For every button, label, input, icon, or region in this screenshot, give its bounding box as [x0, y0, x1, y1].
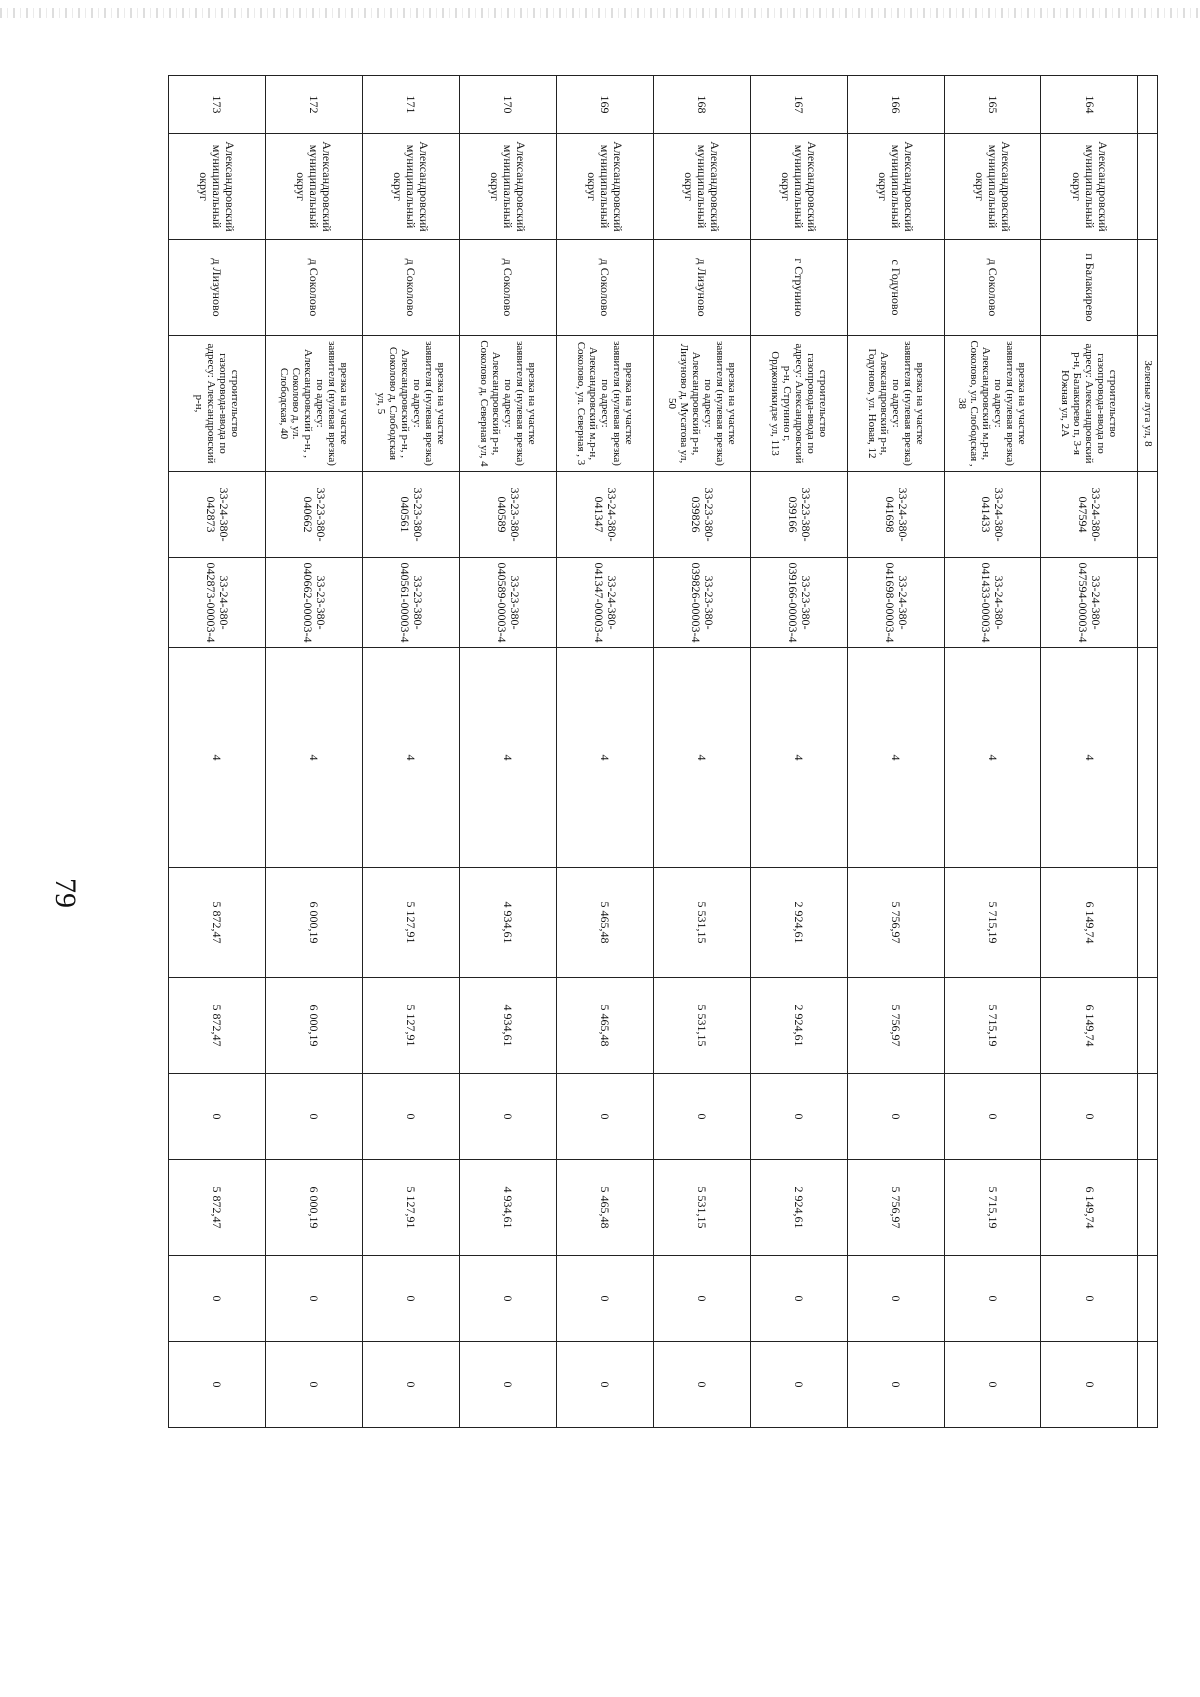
amount-cell-4: 5 531,15: [653, 1160, 750, 1256]
amount-cell-5: 0: [169, 1256, 266, 1342]
amount-cell-2: 5 715,19: [944, 978, 1041, 1074]
locality-cell: д Соколово: [556, 240, 653, 336]
address-description-cell: врезка на участке заявителя (нулевая врезка) по адресу: Александровский р-н, Годуново, ул. Новая, 12: [847, 336, 944, 472]
object-id-cell: 33-23-380-039826-00003-4: [653, 558, 750, 648]
amount-cell-3: 0: [459, 1074, 556, 1160]
amount-total-cell: 5 465,48: [556, 868, 653, 978]
amount-cell-6: 0: [169, 1342, 266, 1428]
amount-cell-5: 0: [265, 1256, 362, 1342]
amount-cell-5: 0: [750, 1256, 847, 1342]
amount-cell-2: 6 000,19: [265, 978, 362, 1074]
amount-cell-2: 4 934,61: [459, 978, 556, 1074]
address-description-cell: врезка на участке заявителя (нулевая врезка) по адресу: Александровский р-н, , Соколово д, ул. Слободская, 40: [265, 336, 362, 472]
amount-cell-4: 2 924,61: [750, 1160, 847, 1256]
amount-cell-4: 5 127,91: [362, 1160, 459, 1256]
address-description-cell: строительство газопровода-ввода по адресу: Александровский р-н, Балакирево п, 3-я Южная ул, 2А: [1041, 336, 1138, 472]
district-cell: Александровский муниципальный округ: [944, 134, 1041, 240]
object-id-cell: 33-24-380-041347-00003-4: [556, 558, 653, 648]
cadastral-number-cell: 33-24-380-041433: [944, 472, 1041, 558]
address-description-cell: строительство газопровода-ввода по адресу: Александровский р-н, Струнино г, Орджоникидзе ул, 113: [750, 336, 847, 472]
table-row: [750, 76, 847, 1428]
cadastral-number-cell: 33-23-380-040662: [265, 472, 362, 558]
amount-cell-4: 5 872,47: [169, 1160, 266, 1256]
table-cell: [1138, 648, 1158, 868]
category-cell: 4: [265, 648, 362, 868]
amount-cell-6: 0: [1041, 1342, 1138, 1428]
category-cell: 4: [362, 648, 459, 868]
district-cell: Александровский муниципальный округ: [653, 134, 750, 240]
table-cell: [1138, 1160, 1158, 1256]
row-number-cell: 170: [459, 76, 556, 134]
amount-cell-6: 0: [556, 1342, 653, 1428]
table-cell: [1138, 240, 1158, 336]
locality-cell: д Соколово: [362, 240, 459, 336]
locality-cell: п Балакирево: [1041, 240, 1138, 336]
amount-cell-5: 0: [459, 1256, 556, 1342]
table-cell: [1138, 1342, 1158, 1428]
amount-cell-4: 4 934,61: [459, 1160, 556, 1256]
amount-cell-6: 0: [362, 1342, 459, 1428]
address-description-cell: врезка на участке заявителя (нулевая врезка) по адресу: Александровский р-н, Лизуново д, Мусатова ул, 50: [653, 336, 750, 472]
locality-cell: д Соколово: [265, 240, 362, 336]
continued-row-fragment: [1138, 76, 1158, 1428]
table-cell: [1138, 1074, 1158, 1160]
amount-cell-4: 5 756,97: [847, 1160, 944, 1256]
row-number-cell: 165: [944, 76, 1041, 134]
address-description-cell: врезка на участке заявителя (нулевая врезка) по адресу: Александровский р-н, Соколово д, Северная ул, 4: [459, 336, 556, 472]
row-number-cell: 173: [169, 76, 266, 134]
amount-cell-4: 5 715,19: [944, 1160, 1041, 1256]
table-row: [653, 76, 750, 1428]
category-cell: 4: [750, 648, 847, 868]
table-row: [265, 76, 362, 1428]
table-row: [556, 76, 653, 1428]
amount-cell-2: 5 872,47: [169, 978, 266, 1074]
amount-cell-5: 0: [362, 1256, 459, 1342]
row-number-cell: 167: [750, 76, 847, 134]
table-cell: [1138, 978, 1158, 1074]
locality-cell: д Лизуново: [653, 240, 750, 336]
category-cell: 4: [169, 648, 266, 868]
row-number-cell: 166: [847, 76, 944, 134]
amount-cell-3: 0: [750, 1074, 847, 1160]
continued-row-address: Зеленые луга ул, 8: [1138, 336, 1158, 472]
row-number-cell: 172: [265, 76, 362, 134]
amount-cell-5: 0: [944, 1256, 1041, 1342]
category-cell: 4: [459, 648, 556, 868]
cadastral-number-cell: 33-23-380-040561: [362, 472, 459, 558]
amount-total-cell: 5 715,19: [944, 868, 1041, 978]
locality-cell: д Соколово: [459, 240, 556, 336]
amount-cell-2: 5 465,48: [556, 978, 653, 1074]
table-row: [944, 76, 1041, 1428]
row-number-cell: 169: [556, 76, 653, 134]
table-cell: [1138, 134, 1158, 240]
cadastral-number-cell: 33-23-380-039166: [750, 472, 847, 558]
scan-edge-artifact: [0, 8, 1200, 18]
amount-cell-3: 0: [169, 1074, 266, 1160]
table-row: [362, 76, 459, 1428]
district-cell: Александровский муниципальный округ: [750, 134, 847, 240]
category-cell: 4: [944, 648, 1041, 868]
address-description-cell: строительство газопровода-ввода по адресу: Александровский р-н,: [169, 336, 266, 472]
amount-total-cell: 5 531,15: [653, 868, 750, 978]
amount-cell-4: 6 000,19: [265, 1160, 362, 1256]
table-cell: [1138, 1256, 1158, 1342]
amount-cell-5: 0: [653, 1256, 750, 1342]
cadastral-number-cell: 33-24-380-041698: [847, 472, 944, 558]
amount-total-cell: 5 756,97: [847, 868, 944, 978]
amount-cell-3: 0: [362, 1074, 459, 1160]
amount-total-cell: 5 872,47: [169, 868, 266, 978]
page-number: 79: [49, 878, 82, 908]
category-cell: 4: [1041, 648, 1138, 868]
amount-cell-3: 0: [847, 1074, 944, 1160]
table-body: [169, 76, 1158, 1428]
amount-cell-6: 0: [750, 1342, 847, 1428]
locality-cell: д Соколово: [944, 240, 1041, 336]
cadastral-number-cell: 33-24-380-042873: [169, 472, 266, 558]
category-cell: 4: [847, 648, 944, 868]
table-row: [1041, 76, 1138, 1428]
district-cell: Александровский муниципальный округ: [1041, 134, 1138, 240]
amount-cell-4: 6 149,74: [1041, 1160, 1138, 1256]
gas-connection-table: [168, 75, 1158, 1428]
amount-cell-3: 0: [1041, 1074, 1138, 1160]
amount-total-cell: 6 000,19: [265, 868, 362, 978]
amount-cell-3: 0: [944, 1074, 1041, 1160]
amount-cell-5: 0: [1041, 1256, 1138, 1342]
row-number-cell: 171: [362, 76, 459, 134]
district-cell: Александровский муниципальный округ: [169, 134, 266, 240]
district-cell: Александровский муниципальный округ: [362, 134, 459, 240]
district-cell: Александровский муниципальный округ: [265, 134, 362, 240]
category-cell: 4: [653, 648, 750, 868]
amount-total-cell: 4 934,61: [459, 868, 556, 978]
amount-cell-2: 5 756,97: [847, 978, 944, 1074]
locality-cell: с Годуново: [847, 240, 944, 336]
amount-cell-4: 5 465,48: [556, 1160, 653, 1256]
amount-cell-6: 0: [459, 1342, 556, 1428]
locality-cell: г Струнино: [750, 240, 847, 336]
table-row: [847, 76, 944, 1428]
cadastral-number-cell: 33-24-380-041347: [556, 472, 653, 558]
category-cell: 4: [556, 648, 653, 868]
amount-cell-6: 0: [944, 1342, 1041, 1428]
row-number-cell: 168: [653, 76, 750, 134]
table-cell: [1138, 558, 1158, 648]
table-row: [459, 76, 556, 1428]
amount-cell-6: 0: [653, 1342, 750, 1428]
locality-cell: д Лизуново: [169, 240, 266, 336]
amount-total-cell: 5 127,91: [362, 868, 459, 978]
amount-cell-3: 0: [653, 1074, 750, 1160]
object-id-cell: 33-23-380-040589-00003-4: [459, 558, 556, 648]
amount-cell-3: 0: [265, 1074, 362, 1160]
cadastral-number-cell: 33-23-380-039826: [653, 472, 750, 558]
amount-cell-6: 0: [265, 1342, 362, 1428]
amount-cell-5: 0: [847, 1256, 944, 1342]
amount-cell-2: 2 924,61: [750, 978, 847, 1074]
table-cell: [1138, 868, 1158, 978]
object-id-cell: 33-23-380-040662-00003-4: [265, 558, 362, 648]
object-id-cell: 33-23-380-040561-00003-4: [362, 558, 459, 648]
address-description-cell: врезка на участке заявителя (нулевая врезка) по адресу: Александровский м.р-н, Соколово, ул. Северная , 3: [556, 336, 653, 472]
object-id-cell: 33-24-380-041698-00003-4: [847, 558, 944, 648]
object-id-cell: 33-24-380-041433-00003-4: [944, 558, 1041, 648]
amount-cell-2: 6 149,74: [1041, 978, 1138, 1074]
amount-cell-6: 0: [847, 1342, 944, 1428]
address-description-cell: врезка на участке заявителя (нулевая врезка) по адресу: Александровский м.р-н, Соколово, ул. Слободская , 38: [944, 336, 1041, 472]
object-id-cell: 33-23-380-039166-00003-4: [750, 558, 847, 648]
district-cell: Александровский муниципальный округ: [556, 134, 653, 240]
address-description-cell: врезка на участке заявителя (нулевая врезка) по адресу: Александровский р-н, , Соколово д, Слободская ул, 5: [362, 336, 459, 472]
amount-cell-2: 5 127,91: [362, 978, 459, 1074]
amount-cell-5: 0: [556, 1256, 653, 1342]
table-cell: [1138, 76, 1158, 134]
object-id-cell: 33-24-380-042873-00003-4: [169, 558, 266, 648]
amount-total-cell: 6 149,74: [1041, 868, 1138, 978]
amount-total-cell: 2 924,61: [750, 868, 847, 978]
cadastral-number-cell: 33-24-380-047594: [1041, 472, 1138, 558]
district-cell: Александровский муниципальный округ: [459, 134, 556, 240]
cadastral-number-cell: 33-23-380-040589: [459, 472, 556, 558]
amount-cell-2: 5 531,15: [653, 978, 750, 1074]
table-cell: [1138, 472, 1158, 558]
object-id-cell: 33-24-380-047594-00003-4: [1041, 558, 1138, 648]
district-cell: Александровский муниципальный округ: [847, 134, 944, 240]
table-wrapper-rotated: [168, 75, 1158, 1388]
row-number-cell: 164: [1041, 76, 1138, 134]
amount-cell-3: 0: [556, 1074, 653, 1160]
table-row: [169, 76, 266, 1428]
